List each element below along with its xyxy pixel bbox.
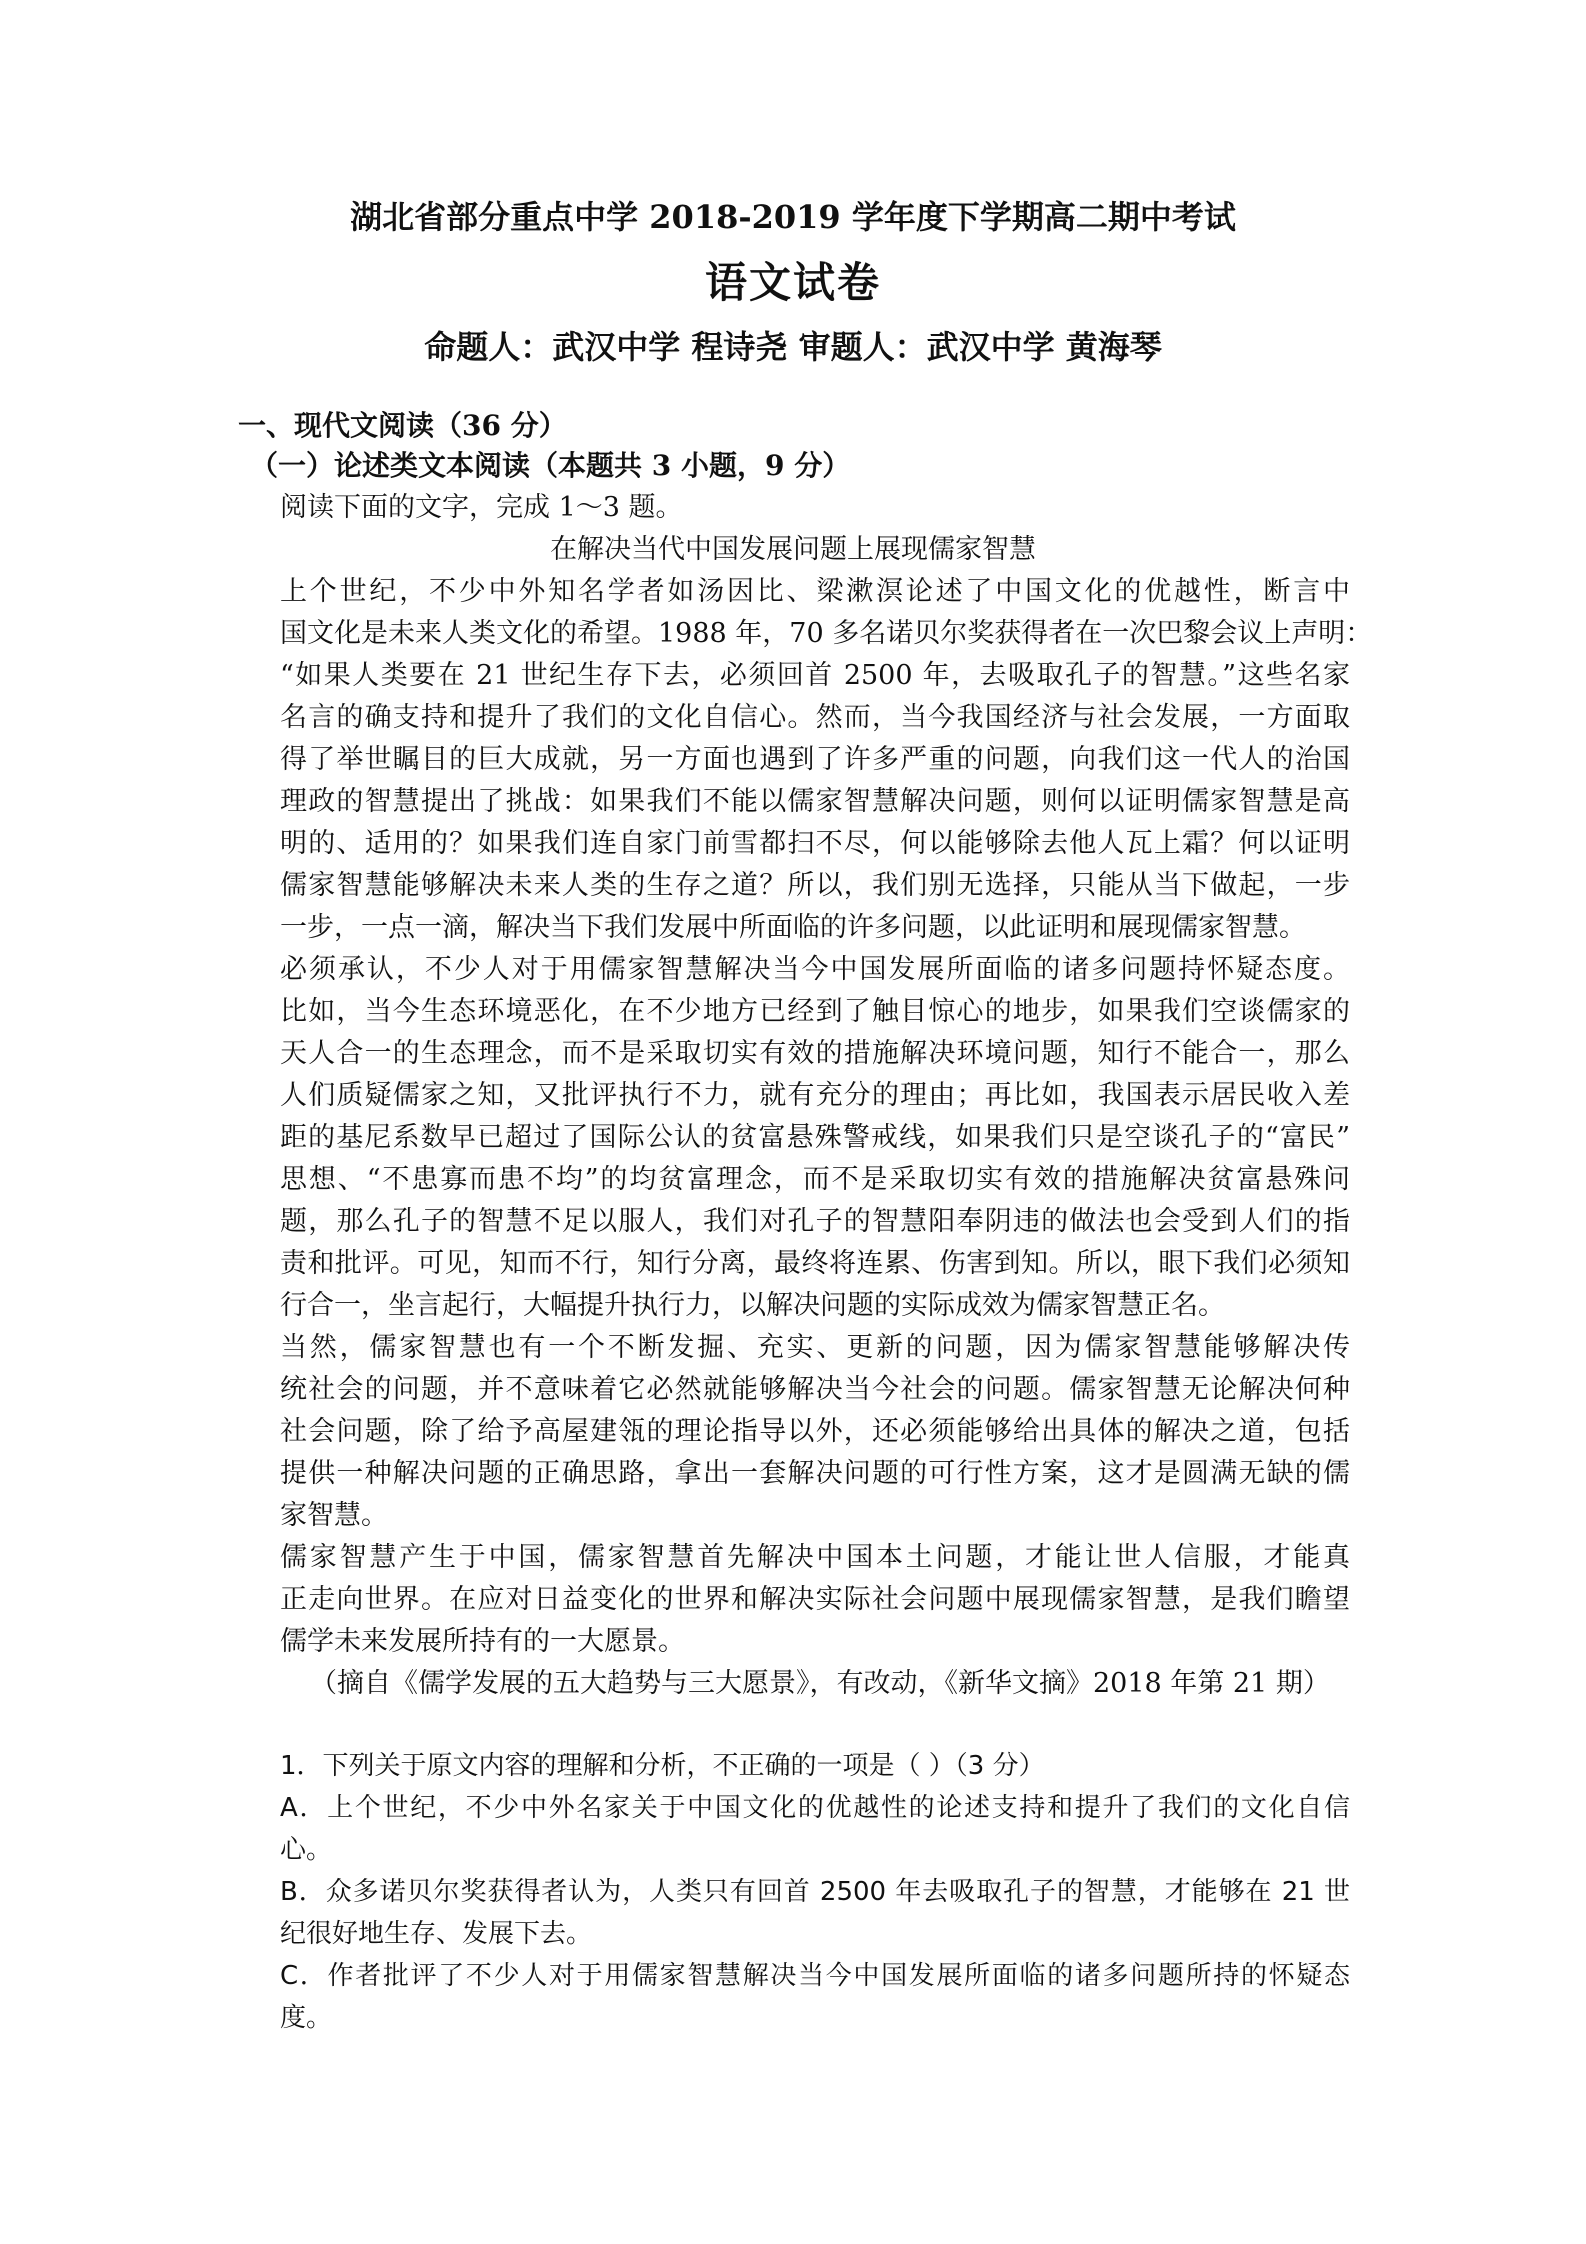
question-option-a: A．上个世纪，不少中外名家关于中国文化的优越性的论述支持和提升了我们的文化自信 xyxy=(280,1793,1350,1823)
article-line: 天人合一的生态理念，而不是采取切实有效的措施解决环境问题，知行不能合一，那么 xyxy=(280,1038,1350,1069)
article-line: 人们质疑儒家之知，又批评执行不力，就有充分的理由；再比如，我国表示居民收入差 xyxy=(280,1080,1350,1111)
article-line: 提供一种解决问题的正确思路，拿出一套解决问题的可行性方案，这才是圆满无缺的儒 xyxy=(280,1458,1350,1489)
authors-line: 命题人：武汉中学 程诗尧 审题人：武汉中学 黄海琴 xyxy=(424,328,1162,366)
article-line: 题，那么孔子的智慧不足以服人，我们对孔子的智慧阳奉阴违的做法也会受到人们的指 xyxy=(280,1206,1350,1237)
subject-title: 语文试卷 xyxy=(704,258,881,307)
article-line: 上个世纪，不少中外知名学者如汤因比、梁漱溟论述了中国文化的优越性，断言中 xyxy=(280,576,1350,607)
question-option-b-cont: 纪很好地生存、发展下去。 xyxy=(280,1919,593,1949)
article-source: （摘自《儒学发展的五大趋势与三大愿景》，有改动，《新华文摘》2018 年第 21 期） xyxy=(310,1668,1330,1699)
exam-title: 湖北省部分重点中学 2018-2019 学年度下学期高二期中考试 xyxy=(350,198,1236,236)
article-line: 儒家智慧能够解决未来人类的生存之道？所以，我们别无选择，只能从当下做起，一步 xyxy=(280,870,1350,901)
article-line: “如果人类要在 21 世纪生存下去，必须回首 2500 年，去吸取孔子的智慧。”这些名家 xyxy=(280,660,1350,691)
article-line: 国文化是未来人类文化的希望。1988 年，70 多名诺贝尔奖获得者在一次巴黎会议上声明： xyxy=(280,618,1373,649)
question-option-c: C．作者批评了不少人对于用儒家智慧解决当今中国发展所面临的诸多问题所持的怀疑态 xyxy=(280,1961,1350,1991)
article-line: 明的、适用的？如果我们连自家门前雪都扫不尽，何以能够除去他人瓦上霜？何以证明 xyxy=(280,828,1350,859)
article-line: 统社会的问题，并不意味着它必然就能够解决当今社会的问题。儒家智慧无论解决何种 xyxy=(280,1374,1350,1405)
question-stem: 1．下列关于原文内容的理解和分析，不正确的一项是（ ）（3 分） xyxy=(280,1751,1045,1781)
article-line: 儒学未来发展所持有的一大愿景。 xyxy=(280,1626,685,1657)
article-line: 正走向世界。在应对日益变化的世界和解决实际社会问题中展现儒家智慧，是我们瞻望 xyxy=(280,1584,1350,1615)
article-line: 责和批评。可见，知而不行，知行分离，最终将连累、伤害到知。所以，眼下我们必须知 xyxy=(280,1248,1350,1279)
section-heading: 一、现代文阅读（36 分） xyxy=(238,409,567,442)
article-line: 距的基尼系数早已超过了国际公认的贫富悬殊警戒线，如果我们只是空谈孔子的“富民” xyxy=(280,1122,1350,1153)
article-line: 行合一，坐言起行，大幅提升执行力，以解决问题的实际成效为儒家智慧正名。 xyxy=(280,1290,1225,1321)
question-option-b: B．众多诺贝尔奖获得者认为，人类只有回首 2500 年去吸取孔子的智慧，才能够在 21 世 xyxy=(280,1877,1350,1907)
article-line: 儒家智慧产生于中国，儒家智慧首先解决中国本土问题，才能让世人信服，才能真 xyxy=(280,1542,1350,1573)
article-line: 社会问题，除了给予高屋建瓴的理论指导以外，还必须能够给出具体的解决之道，包括 xyxy=(280,1416,1350,1447)
sub-section-heading: （一）论述类文本阅读（本题共 3 小题，9 分） xyxy=(250,449,851,482)
article-line: 理政的智慧提出了挑战：如果我们不能以儒家智慧解决问题，则何以证明儒家智慧是高 xyxy=(280,786,1350,817)
article-line: 比如，当今生态环境恶化，在不少地方已经到了触目惊心的地步，如果我们空谈儒家的 xyxy=(280,996,1350,1027)
article-line: 思想、“不患寡而患不均”的均贫富理念，而不是采取切实有效的措施解决贫富悬殊问 xyxy=(280,1164,1350,1195)
article-line: 得了举世瞩目的巨大成就，另一方面也遇到了许多严重的问题，向我们这一代人的治国 xyxy=(280,744,1350,775)
reading-instruction: 阅读下面的文字，完成 1～3 题。 xyxy=(280,492,683,523)
article-title: 在解决当代中国发展问题上展现儒家智慧 xyxy=(550,534,1036,565)
article-line: 一步，一点一滴，解决当下我们发展中所面临的许多问题，以此证明和展现儒家智慧。 xyxy=(280,912,1306,943)
article-line: 家智慧。 xyxy=(280,1500,388,1531)
question-option-a-cont: 心。 xyxy=(280,1835,333,1865)
article-line: 名言的确支持和提升了我们的文化自信心。然而，当今我国经济与社会发展，一方面取 xyxy=(280,702,1350,733)
question-option-c-cont: 度。 xyxy=(280,2003,333,2033)
article-line: 必须承认，不少人对于用儒家智慧解决当今中国发展所面临的诸多问题持怀疑态度。 xyxy=(280,954,1350,985)
article-line: 当然，儒家智慧也有一个不断发掘、充实、更新的问题，因为儒家智慧能够解决传 xyxy=(280,1332,1350,1363)
